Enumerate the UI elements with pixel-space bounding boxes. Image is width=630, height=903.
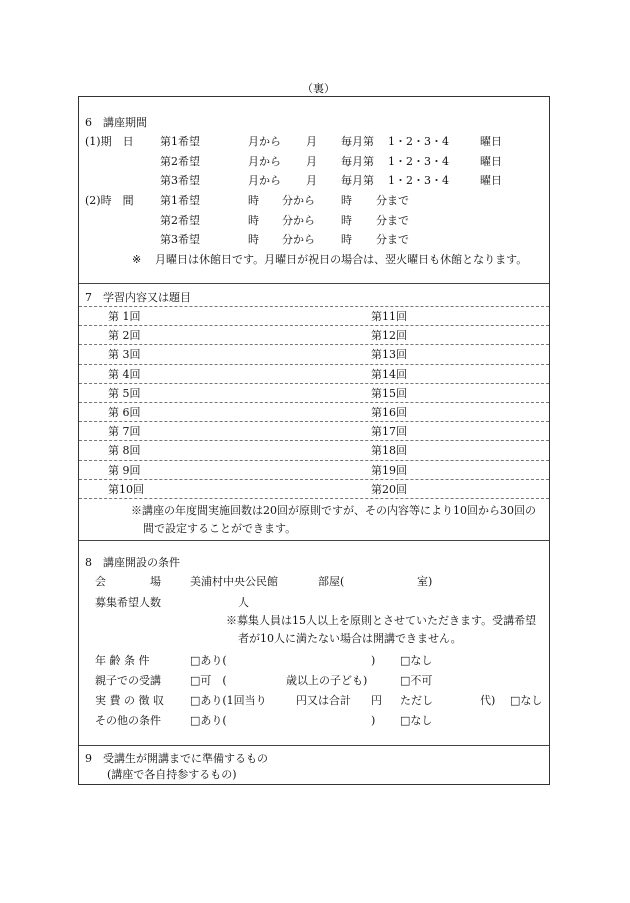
time-row-a: 時: [248, 194, 259, 207]
time-row-b: 分から: [282, 233, 315, 246]
recruit-unit: 人: [238, 596, 249, 609]
section9-title: 9 受講生が開講までに準備するもの: [85, 752, 268, 765]
day-row-a: 月から: [248, 135, 281, 148]
session-row-divider: [79, 440, 549, 441]
holiday-note: 月曜日は休館日です。月曜日が祝日の場合は、翌火曜日も休館となります。: [155, 253, 528, 266]
session-row-divider: [79, 460, 549, 461]
day-row-b: 月: [306, 135, 317, 148]
section9-subtitle: (講座で各自持参するもの): [107, 768, 237, 781]
day-row-e: 曜日: [480, 174, 502, 187]
section8-title: 8 講座開設の条件: [85, 556, 180, 569]
session-label-right: 第15回: [371, 386, 407, 400]
room-end: 室): [417, 575, 433, 588]
divider-8-9: [79, 745, 549, 746]
day-row-e: 曜日: [480, 135, 502, 148]
age-label: 年 齢 条 件: [95, 654, 150, 667]
session-label-left: 第 1回: [108, 310, 141, 323]
divider-7-8: [79, 540, 549, 541]
session-row-divider: [79, 479, 549, 480]
day-row-pref: 第3希望: [160, 174, 200, 187]
parent-label: 親子での受講: [95, 674, 161, 687]
cost-label: 実 費 の 徴 収: [95, 694, 164, 707]
time-row-b: 分から: [282, 213, 315, 227]
time-label: (2)時 間: [85, 194, 134, 207]
time-row-d: 分まで: [376, 213, 409, 227]
day-row-a: 月から: [248, 154, 281, 168]
cost-total-text: 円又は合計: [296, 694, 351, 707]
cost-however-text: ただし: [400, 694, 433, 707]
session-label-left: 第 3回: [108, 348, 141, 362]
session-label-right: 第11回: [371, 310, 407, 323]
session-label-left: 第 9回: [108, 463, 141, 477]
other-close: ): [371, 714, 376, 727]
recruit-note-2: 者が10人に満たない場合は開講できません。: [238, 632, 462, 645]
other-no-option[interactable]: □なし: [400, 714, 433, 727]
section7-title: 7 学習内容又は題目: [85, 291, 191, 304]
time-row-d: 分まで: [376, 194, 409, 207]
section6-title: 6 講座期間: [85, 116, 147, 129]
day-row-c: 毎月第: [341, 154, 374, 168]
time-row-c: 時: [341, 213, 352, 227]
day-row-d: 1・2・3・4: [388, 135, 449, 148]
session-label-right: 第20回: [371, 482, 407, 496]
session-label-left: 第 4回: [108, 367, 141, 381]
age-yes-option[interactable]: □あり(: [190, 654, 227, 667]
recruit-label: 募集希望人数: [95, 596, 161, 609]
session-row-divider: [79, 325, 549, 326]
cost-yen-text: 円: [371, 694, 382, 707]
session-row-divider: [79, 344, 549, 345]
day-row-pref: 第1希望: [160, 135, 200, 148]
session-label-right: 第18回: [371, 444, 407, 458]
time-row-pref: 第2希望: [160, 213, 200, 227]
cost-no-option[interactable]: □なし: [510, 694, 543, 707]
age-no-option[interactable]: □なし: [400, 654, 433, 667]
day-row-d: 1・2・3・4: [388, 154, 449, 168]
time-row-b: 分から: [282, 194, 315, 207]
session-label-left: 第10回: [108, 482, 144, 496]
day-row-pref: 第2希望: [160, 154, 200, 168]
session-label-left: 第 8回: [108, 444, 141, 458]
time-row-pref: 第1希望: [160, 194, 200, 207]
time-row-c: 時: [341, 194, 352, 207]
session-label-right: 第13回: [371, 348, 407, 362]
session-row-divider: [79, 402, 549, 403]
divider-6-7: [79, 283, 549, 284]
session-label-right: 第14回: [371, 367, 407, 381]
venue-value: 美浦村中央公民館: [190, 575, 278, 588]
session-row-divider: [79, 498, 549, 499]
day-row-e: 曜日: [480, 154, 502, 168]
day-row-c: 毎月第: [341, 135, 374, 148]
note-mark: ※: [132, 253, 142, 266]
recruit-note-1: ※募集人員は15人以上を原則とさせていただきます。受講希望: [226, 614, 537, 627]
session-row-divider: [79, 383, 549, 384]
session-row-divider: [79, 421, 549, 422]
page-side-label: （裏）: [302, 82, 335, 95]
sessions-note-2: 間で設定することができます。: [143, 522, 297, 535]
parent-age-text: 歳以上の子ども): [286, 674, 368, 687]
session-label-right: 第19回: [371, 463, 407, 477]
other-label: その他の条件: [95, 714, 161, 727]
session-row-divider: [79, 306, 549, 307]
session-label-left: 第 7回: [108, 425, 141, 439]
parent-yes-option[interactable]: □可 (: [190, 674, 227, 687]
time-row-pref: 第3希望: [160, 233, 200, 246]
session-label-left: 第 2回: [108, 329, 141, 343]
cost-yes-option[interactable]: □あり(1回当り: [190, 694, 267, 707]
day-row-b: 月: [306, 174, 317, 187]
other-yes-option[interactable]: □あり(: [190, 714, 227, 727]
age-close: ): [371, 654, 376, 667]
room-label: 部屋(: [318, 575, 345, 588]
session-label-right: 第12回: [371, 329, 407, 343]
parent-no-option[interactable]: □不可: [400, 674, 433, 687]
day-row-a: 月から: [248, 174, 281, 187]
time-row-d: 分まで: [376, 233, 409, 246]
day-row-d: 1・2・3・4: [388, 174, 449, 187]
sessions-note-1: ※講座の年度間実施回数は20回が原則ですが、その内容等により10回から30回の: [131, 504, 536, 517]
session-label-left: 第 5回: [108, 386, 141, 400]
venue-label: 会 場: [95, 575, 161, 588]
time-row-c: 時: [341, 233, 352, 246]
session-label-right: 第17回: [371, 425, 407, 439]
session-label-left: 第 6回: [108, 406, 141, 419]
day-row-c: 毎月第: [341, 174, 374, 187]
time-row-a: 時: [248, 213, 259, 227]
session-label-right: 第16回: [371, 406, 407, 419]
session-row-divider: [79, 364, 549, 365]
cost-fee-text: 代): [480, 694, 496, 707]
day-row-b: 月: [306, 154, 317, 168]
days-label: (1)期 日: [85, 135, 134, 148]
time-row-a: 時: [248, 233, 259, 246]
